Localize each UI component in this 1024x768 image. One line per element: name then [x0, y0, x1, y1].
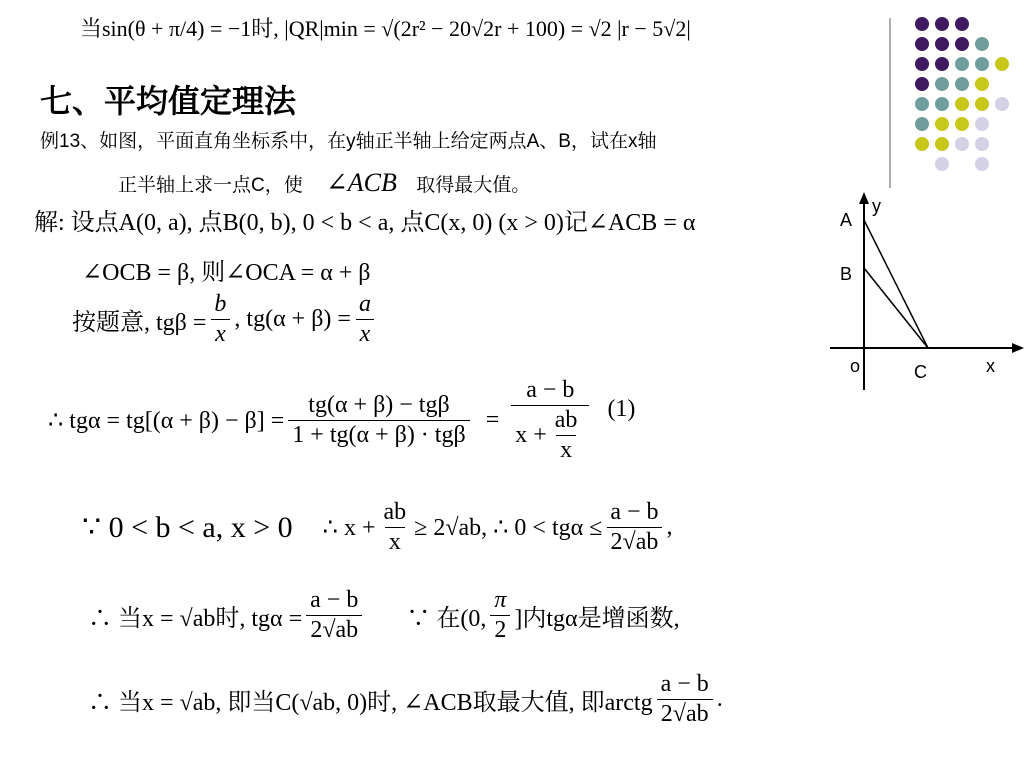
fraction-ab-over-x — [551, 408, 582, 463]
fraction-denominator: 2√ab — [306, 615, 362, 643]
fraction-numerator: a − b — [310, 587, 359, 613]
solution-line-6-lhs: ∴ 当x = √ab时, tgα = — [88, 606, 303, 633]
fraction-a-over-x — [355, 292, 375, 347]
decorative-dot — [915, 137, 929, 151]
fraction-numerator: π — [494, 587, 507, 613]
segment-AC — [864, 220, 928, 348]
fraction-numerator: a − b — [526, 377, 575, 403]
fraction-denominator: 2√ab — [607, 527, 663, 555]
decorative-dot — [935, 157, 949, 171]
fraction-denominator: 1 + tg(α + β) · tgβ — [288, 420, 469, 448]
label-y: y — [872, 196, 881, 216]
solution-line-6-rhs1: ∵ 在(0, — [406, 606, 487, 633]
solution-line-3 — [72, 292, 379, 347]
top-formula — [80, 12, 691, 43]
fraction-numerator: ab — [383, 499, 407, 525]
section-heading: 七、平均值定理法 — [40, 82, 297, 120]
decorative-dot — [915, 37, 929, 51]
fraction-denominator: 2√ab — [657, 699, 713, 727]
example-angle: ∠ACB — [326, 168, 397, 197]
fraction-numerator: a — [358, 291, 371, 317]
solution-line-3-prefix: 按题意, tgβ = — [72, 310, 207, 337]
fraction-numerator: tg(α + β) − tgβ — [308, 392, 450, 419]
equation-label: (1) — [607, 396, 636, 422]
solution-line-5 — [82, 500, 673, 555]
example-tail: 取得最大值。 — [416, 175, 531, 196]
solution-line-7-end: . — [716, 686, 723, 713]
decorative-dot — [975, 37, 989, 51]
denominator-x-plus: x + — [515, 422, 547, 449]
decorative-dot — [955, 97, 969, 111]
decorative-dot — [935, 137, 949, 151]
solution-line-5-mid: ∴ x + — [322, 515, 376, 542]
solution-line-2: ∠OCB = β, 则∠OCA = α + β — [82, 260, 371, 286]
x-axis-arrow-icon — [1012, 343, 1024, 353]
label-B: B — [840, 264, 853, 284]
solution-line-6 — [88, 588, 680, 643]
decorative-dot — [975, 117, 989, 131]
decorative-dot — [975, 77, 989, 91]
decorative-dot — [975, 57, 989, 71]
label-x: x — [986, 356, 995, 376]
solution-line-5-end: , — [666, 514, 673, 541]
label-O: o — [850, 356, 861, 376]
fraction-b-over-x — [210, 292, 230, 347]
y-axis-arrow-icon — [859, 192, 869, 204]
decorative-dot — [915, 97, 929, 111]
solution-line-5-condition: ∵ 0 < b < a, x > 0 — [82, 511, 293, 545]
decorative-dot — [935, 97, 949, 111]
label-C: C — [914, 362, 927, 382]
fraction-upper-bound — [606, 500, 662, 555]
solution-line-4 — [48, 378, 635, 464]
fraction-ab-over-x — [379, 500, 410, 555]
fraction-denominator: x — [556, 435, 576, 463]
solution-line-4-lhs: ∴ tgα = tg[(α + β) − β] = — [48, 408, 285, 435]
fraction-max-value — [306, 588, 362, 643]
decorative-dot — [975, 137, 989, 151]
decorative-dot — [975, 157, 989, 171]
solution-line-3-mid: , tg(α + β) = — [234, 306, 351, 333]
fraction-simplified — [511, 378, 589, 464]
decorative-dot — [955, 57, 969, 71]
decorative-dot — [995, 97, 1009, 111]
example-line-1: 例13、如图，平面直角坐标系中，在y轴正半轴上给定两点A、B，试在x轴 — [40, 131, 657, 152]
coordinate-diagram — [826, 190, 1024, 390]
solution-line-7 — [88, 672, 723, 727]
divider-line — [889, 18, 891, 188]
solution-line-7-text: ∴ 当x = √ab, 即当C(√ab, 0)时, ∠ACB取最大值, 即arctg — [88, 690, 653, 717]
fraction-denominator: 2 — [490, 615, 510, 643]
fraction-numerator: a − b — [660, 671, 709, 697]
decorative-dot — [955, 77, 969, 91]
solution-line-5-ge: ≥ 2√ab, ∴ 0 < tgα ≤ — [414, 515, 603, 542]
decorative-dot — [915, 57, 929, 71]
decorative-dot — [915, 117, 929, 131]
decorative-dot — [935, 17, 949, 31]
fraction-denominator — [511, 405, 589, 463]
decorative-dot — [935, 77, 949, 91]
example-line-2-text: 正半轴上求一点C，使 — [118, 175, 303, 196]
decorative-dot — [935, 57, 949, 71]
decorative-dot — [975, 97, 989, 111]
top-formula-text: 当sin(θ + π/4) = −1时, |QR|min = √(2r² − 20√2r + 100) = √2 |r − 5√2| — [80, 16, 691, 41]
solution-line-1: 解: 设点A(0, a), 点B(0, b), 0 < b < a, 点C(x, 0) (x > 0)记∠ACB = α — [34, 210, 696, 236]
segment-BC — [864, 268, 928, 348]
decorative-dot — [955, 137, 969, 151]
fraction-pi-over-2 — [490, 588, 510, 643]
solution-line-6-rhs2: ]内tgα是增函数, — [514, 606, 680, 633]
label-A: A — [840, 210, 853, 230]
fraction-numerator: ab — [554, 407, 578, 434]
fraction-numerator: a − b — [610, 499, 659, 525]
decorative-dot — [915, 17, 929, 31]
decorative-dot — [955, 17, 969, 31]
fraction-denominator: x — [385, 527, 405, 555]
fraction-denominator: x — [356, 319, 375, 347]
decorative-dot — [935, 117, 949, 131]
fraction-denominator: x — [211, 319, 230, 347]
fraction-arctg-argument — [657, 672, 713, 727]
fraction-numerator: b — [214, 291, 227, 317]
equals-sign: = — [485, 407, 500, 434]
decorative-dot — [995, 57, 1009, 71]
decorative-dot — [955, 37, 969, 51]
decorative-dot — [915, 77, 929, 91]
decorative-dot — [935, 37, 949, 51]
example-line-2 — [118, 168, 530, 198]
decorative-dot — [955, 117, 969, 131]
fraction-tangent-difference — [288, 393, 469, 448]
